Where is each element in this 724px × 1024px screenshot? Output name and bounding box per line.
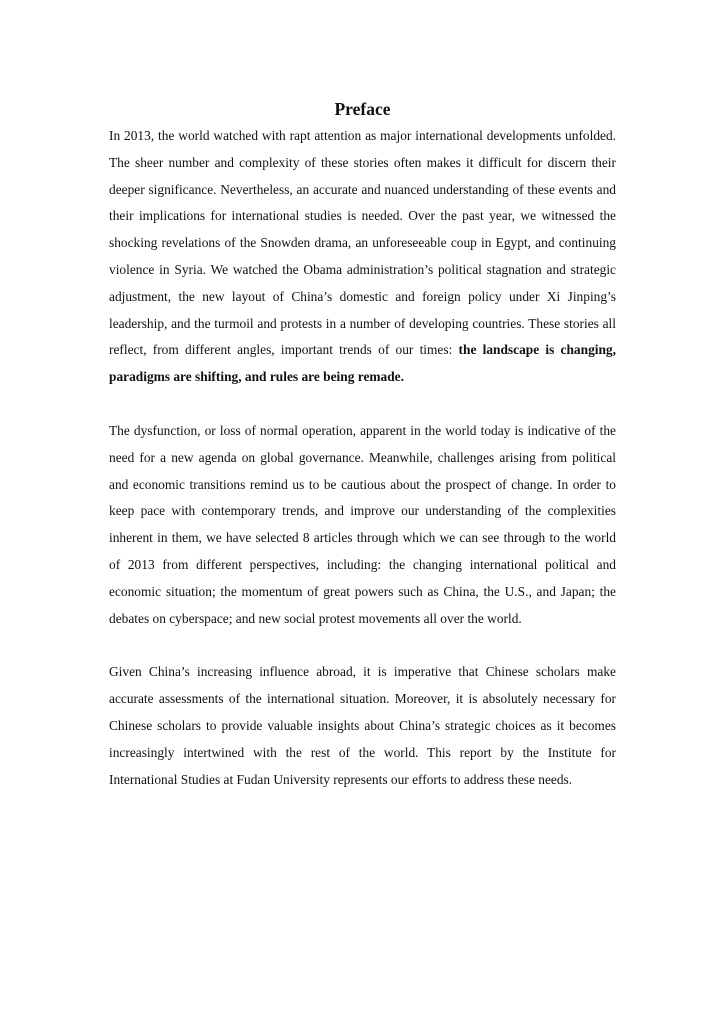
paragraph-3-text: Given China’s increasing influence abroad, it is imperative that Chinese scholars make accurate assessments of the international situation. Moreover, it is absolutely necessary for Chinese scholars to provide valuable insights about China’s strategic choices as it becomes increasingly intertwined with the rest of the world. This report by the Institute for International Studies at Fudan University represents our efforts to address these needs. bbox=[109, 664, 616, 787]
paragraph-1-emphasis: the landscape is changing, paradigms are shifting, and rules are being remade. bbox=[109, 342, 616, 385]
paragraph-3 bbox=[109, 659, 616, 793]
paragraph-1 bbox=[109, 123, 616, 391]
paragraph-2 bbox=[109, 418, 616, 632]
document-page bbox=[109, 96, 616, 793]
paragraph-1-text: In 2013, the world watched with rapt attention as major international developments unfolded. The sheer number and complexity of these stories often makes it difficult for discern their deeper significance. Nevertheless, an accurate and nuanced understanding of these events and their implications for international studies is needed. Over the past year, we witnessed the shocking revelations of the Snowden drama, an unforeseeable coup in Egypt, and continuing violence in Syria. We watched the Obama administration’s political stagnation and strategic adjustment, the new layout of China’s domestic and foreign policy under Xi Jinping’s leadership, and the turmoil and protests in a number of developing countries. These stories all reflect, from different angles, important trends of our times: bbox=[109, 128, 616, 358]
paragraph-2-text: The dysfunction, or loss of normal operation, apparent in the world today is indicative of the need for a new agenda on global governance. Meanwhile, challenges arising from political and economic transitions remind us to be cautious about the prospect of change. In order to keep pace with contemporary trends, and improve our understanding of the complexities inherent in them, we have selected 8 articles through which we can see through to the world of 2013 from different perspectives, including: the changing international political and economic situation; the momentum of great powers such as China, the U.S., and Japan; the debates on cyberspace; and new social protest movements all over the world. bbox=[109, 422, 616, 626]
page-title: Preface bbox=[334, 99, 391, 119]
